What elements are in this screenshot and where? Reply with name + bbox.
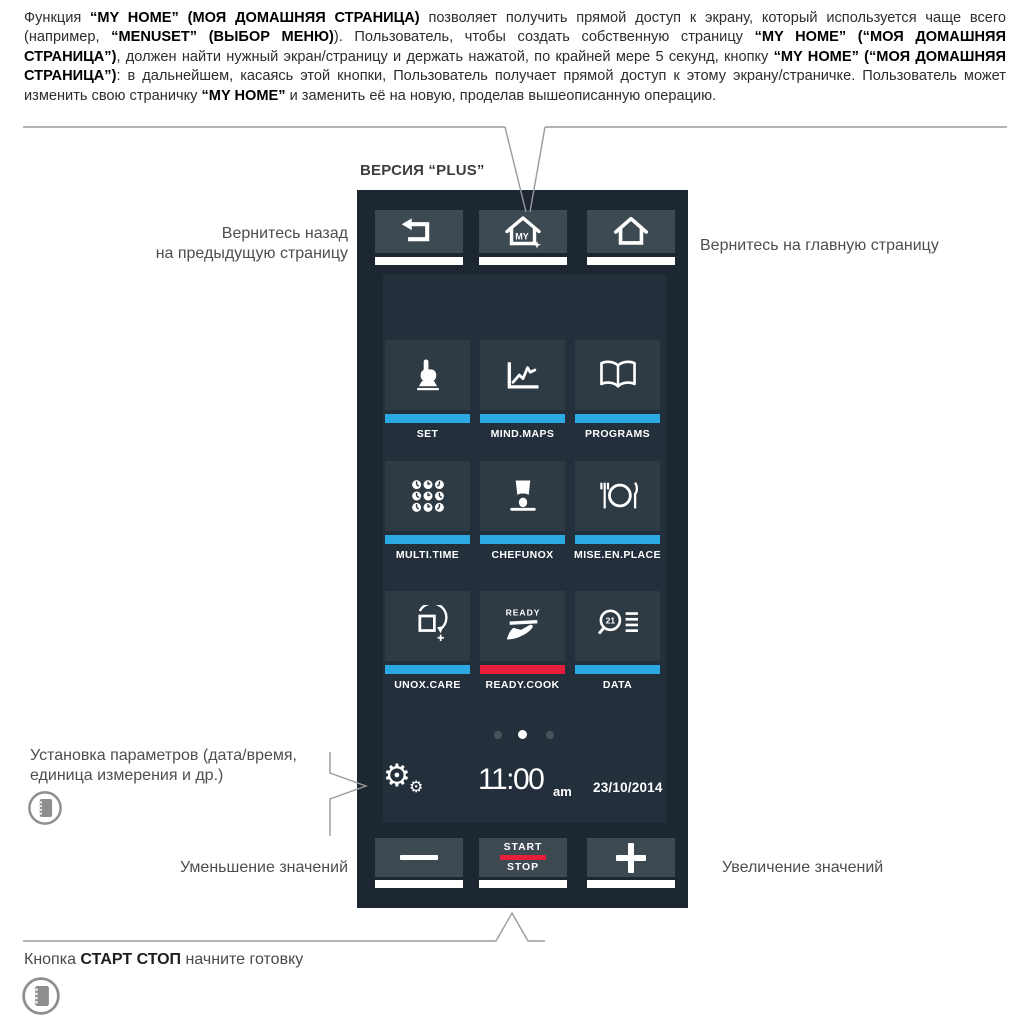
page-dot[interactable] bbox=[546, 731, 554, 739]
stop-label: STOP bbox=[507, 861, 539, 873]
minus-button-underline bbox=[375, 880, 463, 888]
clock-meridiem: am bbox=[553, 784, 572, 799]
magnifier-number: 21 bbox=[605, 615, 615, 626]
back-button-underline bbox=[375, 257, 463, 265]
plus-button[interactable] bbox=[587, 838, 675, 877]
rotate-square-icon bbox=[408, 605, 448, 647]
magnifier-list-icon bbox=[596, 607, 640, 645]
tile-ready-cook-bar bbox=[480, 665, 565, 674]
tile-chefunox[interactable] bbox=[480, 461, 565, 561]
tile-data-bar bbox=[575, 665, 660, 674]
annotation-decrease: Уменьшение значений bbox=[179, 859, 348, 876]
clock-date: 23/10/2014 bbox=[593, 780, 663, 795]
annotation-increase: Увеличение значений bbox=[722, 859, 884, 876]
hand-press-icon bbox=[409, 353, 447, 397]
annotation-settings: Установка параметров (дата/время, единица измерения и др.) bbox=[30, 747, 297, 784]
manual-book-icon bbox=[21, 976, 61, 1016]
tile-mind-maps-label: MIND.MAPS bbox=[490, 428, 555, 440]
settings-gear-icon[interactable]: ⚙ ⚙ bbox=[383, 758, 424, 796]
annotation-back: Вернитесь назад на предыдущую страницу bbox=[155, 225, 348, 262]
intro-paragraph: Функция “MY HOME” (МОЯ ДОМАШНЯЯ СТРАНИЦА) позволяет получить прямой доступ к экрану, который используется чаще всего (например, “MENUSET” (ВЫБОР МЕНЮ)). Пользователь, чтобы создать собственную страницу “MY HOME” (“МОЯ ДОМАШНЯЯ СТРАНИЦА”), должен найти нужный экран/страницу и держать нажатой, по крайней мере 5 секунд, кнопку “MY HOME” (“МОЯ ДОМАШНЯЯ СТРАНИЦА”): в дальнейшем, касаясь этой кнопки, Пользователь получает прямой доступ к этому экрану/страничке. Пользователь может изменить свою страничку “MY HOME” и заменить её на новую, проделав вышеописанную операцию. bbox=[24, 10, 1007, 104]
tile-mise-en-place-bar bbox=[575, 535, 660, 544]
plate-cutlery-icon bbox=[596, 477, 640, 515]
open-book-icon bbox=[596, 358, 640, 392]
my-home-button[interactable] bbox=[479, 210, 567, 253]
tile-chefunox-bar bbox=[480, 535, 565, 544]
plus-button-underline bbox=[587, 880, 675, 888]
clock-time: 11:00 bbox=[478, 763, 544, 796]
tile-data[interactable] bbox=[575, 591, 660, 691]
my-home-icon bbox=[501, 212, 545, 252]
tile-mise-en-place-label: MISE.EN.PLACE bbox=[574, 549, 661, 561]
tile-programs[interactable] bbox=[575, 340, 660, 440]
bottom-rule bbox=[23, 913, 545, 941]
my-home-button-underline bbox=[479, 257, 567, 265]
tile-programs-label: PROGRAMS bbox=[584, 428, 651, 440]
tile-ready-cook-label: READY.COOK bbox=[485, 679, 560, 691]
page-dot[interactable] bbox=[494, 731, 502, 739]
my-home-label: MY bbox=[515, 231, 529, 241]
tile-multi-time-label: MULTI.TIME bbox=[395, 549, 460, 561]
version-label: ВЕРСИЯ “PLUS” bbox=[360, 162, 485, 179]
tile-programs-bar bbox=[575, 414, 660, 423]
tile-set-bar bbox=[385, 414, 470, 423]
tile-mise-en-place[interactable] bbox=[575, 461, 660, 561]
chart-icon bbox=[502, 356, 544, 394]
back-button[interactable] bbox=[375, 210, 463, 253]
oven-control-panel bbox=[357, 190, 688, 908]
tile-chefunox-label: CHEFUNOX bbox=[491, 549, 554, 561]
tile-set[interactable] bbox=[385, 340, 470, 440]
tile-mind-maps-bar bbox=[480, 414, 565, 423]
tile-unox-care-label: UNOX.CARE bbox=[394, 679, 461, 691]
tile-ready-cook[interactable] bbox=[480, 591, 565, 691]
plus-icon bbox=[616, 843, 646, 873]
annotation-home: Вернитесь на главную страницу bbox=[700, 237, 939, 254]
start-stop-button[interactable] bbox=[479, 838, 567, 877]
clocks-grid-icon bbox=[409, 477, 447, 515]
ready-text: READY bbox=[505, 607, 540, 618]
back-arrow-icon bbox=[399, 216, 439, 247]
tile-set-label: SET bbox=[416, 428, 439, 440]
page-dot-active[interactable] bbox=[518, 730, 527, 739]
manual-book-icon bbox=[27, 790, 63, 826]
start-stop-red-bar bbox=[500, 855, 546, 860]
minus-icon bbox=[400, 855, 438, 861]
home-button-underline bbox=[587, 257, 675, 265]
tile-data-label: DATA bbox=[602, 679, 633, 691]
start-label: START bbox=[503, 841, 543, 853]
tile-multi-time-bar bbox=[385, 535, 470, 544]
tile-multi-time[interactable] bbox=[385, 461, 470, 561]
home-button[interactable] bbox=[587, 210, 675, 253]
tile-mind-maps[interactable] bbox=[480, 340, 565, 440]
chef-hat-icon bbox=[503, 475, 543, 517]
home-icon bbox=[610, 213, 652, 251]
start-stop-underline bbox=[479, 880, 567, 888]
start-stop-caption: Кнопка СТАРТ СТОП начните готовку bbox=[24, 951, 304, 968]
hand-tray-icon bbox=[501, 605, 545, 647]
tile-unox-care-bar bbox=[385, 665, 470, 674]
tile-unox-care[interactable] bbox=[385, 591, 470, 691]
minus-button[interactable] bbox=[375, 838, 463, 877]
